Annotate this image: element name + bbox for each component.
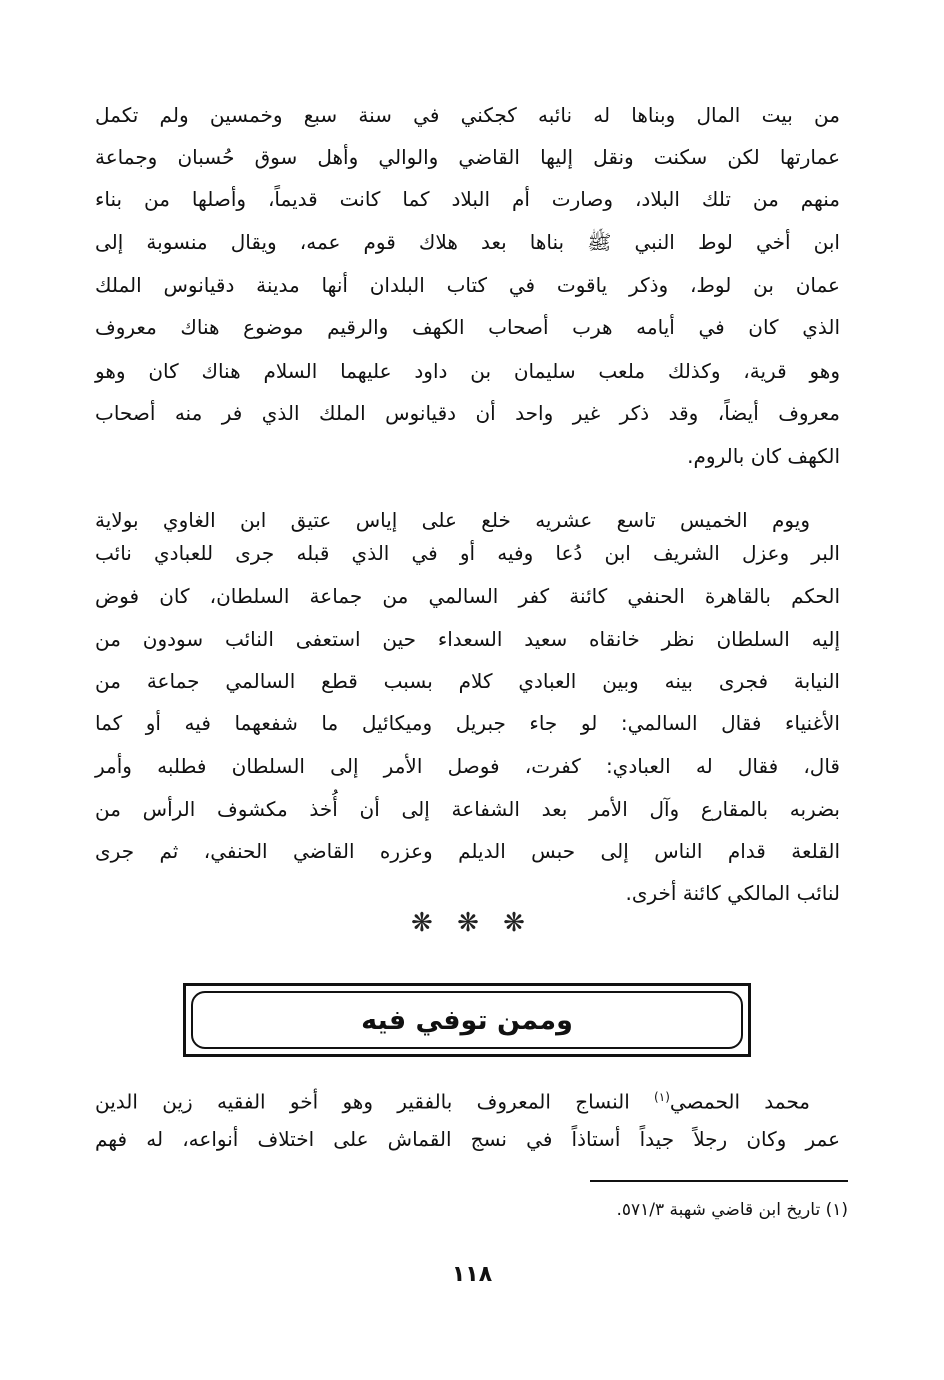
page-number: ١١٨ xyxy=(451,1262,493,1287)
text-line: عمان بن لوط، وذكر ياقوت في كتاب البلدان أنها مدينة دقيانوس الملك xyxy=(95,273,840,297)
text-line: الأغنياء فقال السالمي: لو جاء جبريل وميكائيل ما شفعهما فيه أو كما xyxy=(95,711,840,735)
text-line: بضربه بالمقارع وآل الأمر بعد الشفاعة إلى أن أُخذ مكشوف الرأس من xyxy=(95,797,840,821)
footnote-divider xyxy=(590,1180,848,1182)
section-title-inner-frame xyxy=(191,991,743,1049)
section-separator-stars: ❋ ❋ ❋ xyxy=(411,908,533,938)
text-line: الحكم بالقاهرة الحنفي كائنة كفر السالمي من جماعة السلطان، كان فوض xyxy=(95,584,840,608)
footnote-reference: (١) xyxy=(654,1090,670,1104)
section-title: وممن توفي فيه xyxy=(361,1004,573,1036)
text-line: منهم من تلك البلاد، وصارت أم البلاد كما كانت قديماً، وأصلها من بناء xyxy=(95,187,840,211)
text-line xyxy=(95,1082,810,1117)
footnote: (١) تاريخ ابن قاضي شهبة ٥٧١/٣. xyxy=(616,1200,848,1220)
text-line: البر وعزل الشريف ابن دُعا وفيه أو في الذي قبله جرى للعبادي نائب xyxy=(95,541,840,565)
text-line: وهو قرية، وكذلك ملعب سليمان بن داود عليهما السلام هناك كان وهو xyxy=(95,359,840,383)
text-line: النيابة فجرى بينه وبين العبادي كلام بسبب قطع السالمي جماعة من xyxy=(95,669,840,693)
text-line: عمارتها لكن سكنت ونقل إليها القاضي والوالي وأهل سوق حُسبان وجماعة xyxy=(95,145,840,169)
text-line: معروف أيضاً، وقد ذكر غير واحد أن دقيانوس الملك الذي فر منه أصحاب xyxy=(95,401,840,425)
text-line: قال، فقال له العبادي: كفرت، فوصل الأمر إلى السلطان فطلبه وأمر xyxy=(95,754,840,778)
text-line: الذي كان في أيامه هرب أصحاب الكهف والرقيم موضوع هناك معروف xyxy=(95,315,840,339)
text-line: القلعة قدام الناس إلى حبس الديلم وعزره القاضي الحنفي، ثم جرى xyxy=(95,839,840,863)
text-line: إليه السلطان نظر خانقاه سعيد السعداء حين استعفى النائب سودون من xyxy=(95,627,840,651)
text-line: من بيت المال وبناها له نائبه كجكني في سنة سبع وخمسين ولم تكمل xyxy=(95,103,840,127)
text-line: الكهف كان بالروم. xyxy=(687,444,840,468)
section-title-frame xyxy=(183,983,751,1057)
text-line: ويوم الخميس تاسع عشريه خلع على إياس عتيق ابن الغاوي بولاية xyxy=(95,508,810,532)
person-name: محمد الحمصي xyxy=(669,1089,810,1114)
text-line: عمر وكان رجلاً جيداً أستاذاً في نسج القماش على اختلاف أنواعه، له فهم xyxy=(95,1127,840,1151)
text-line: لنائب المالكي كائنة أخرى. xyxy=(625,881,840,905)
text-line: ابن أخي لوط النبي ﷺ بناها بعد هلاك قوم عمه، ويقال منسوبة إلى xyxy=(95,230,840,254)
text-span: النساج المعروف بالفقير وهو أخو الفقيه زين الدين xyxy=(95,1089,655,1114)
